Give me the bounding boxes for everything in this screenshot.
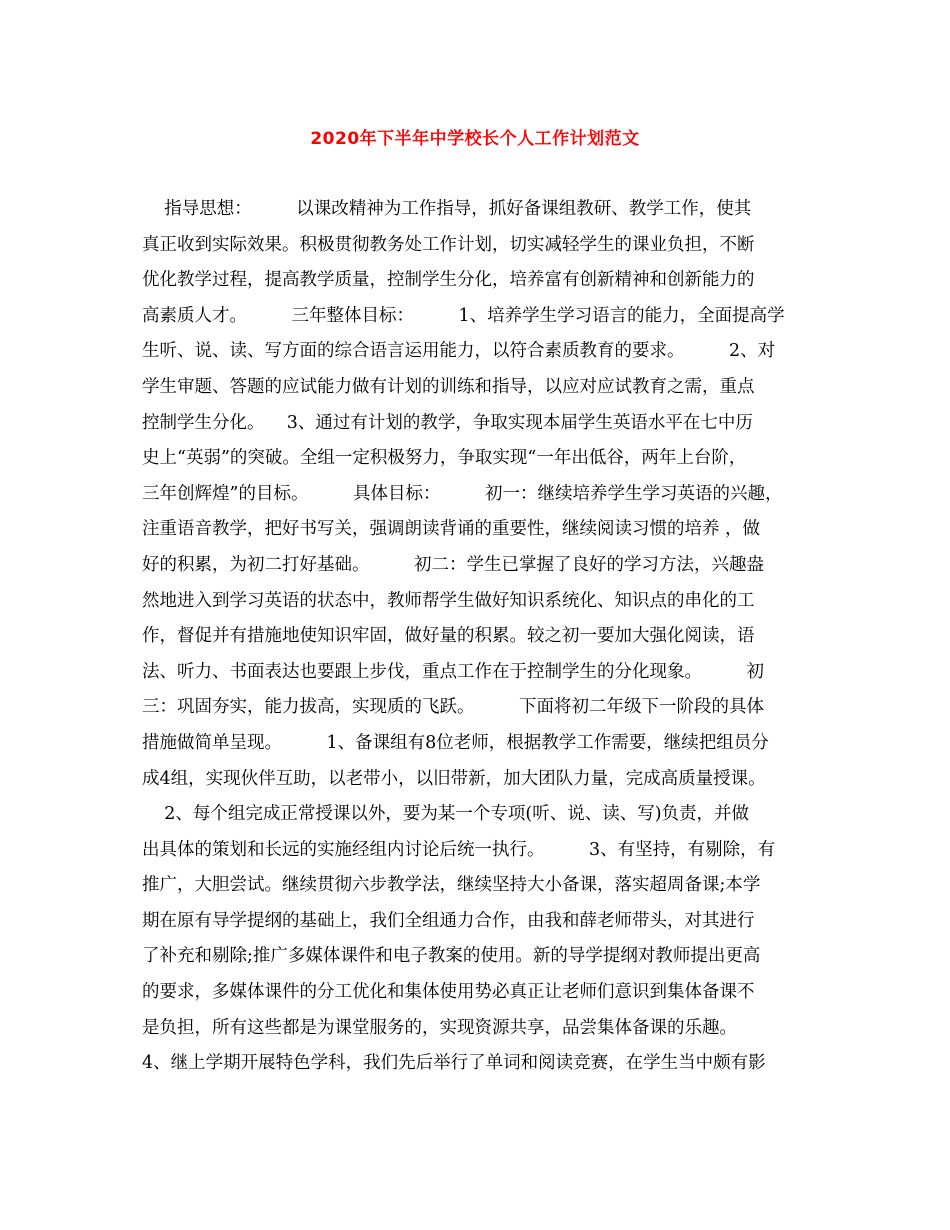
body-line: 推广，大胆尝试。继续贯彻六步教学法，继续坚持大小备课，落实超周备课;本学 xyxy=(142,875,761,896)
body-line: 成4组，实现伙伴互助，以老带小，以旧带新，加大团队力量，完成高质量授课。 xyxy=(142,768,766,789)
body-line: 高素质人才。 三年整体目标： 1、培养学生学习语言的能力，全面提高学 xyxy=(142,305,785,326)
body-line: 作，督促并有措施地使知识牢固，做好量的积累。较之初一要加大强化阅读，语 xyxy=(142,626,755,647)
body-line: 学生审题、答题的应试能力做有计划的训练和指导，以应对应试教育之需，重点 xyxy=(142,376,755,397)
body-line: 法、听力、书面表达也要跟上步伐，重点工作在于控制学生的分化现象。 初 xyxy=(142,661,764,682)
body-line: 是负担，所有这些都是为课堂服务的，实现资源共享，品尝集体备课的乐趣。 xyxy=(142,1017,737,1038)
body-line: 注重语音教学，把好书写关，强调朗读背诵的重要性，继续阅读习惯的培养 ，做 xyxy=(142,519,761,540)
body-line: 史上“英弱”的突破。全组一定积极努力，争取实现“一年出低谷，两年上台阶， xyxy=(142,448,747,469)
body-line: 4、继上学期开展特色学科，我们先后举行了单词和阅读竞赛，在学生当中颇有影 xyxy=(142,1053,766,1074)
body-line: 三年创辉煌”的目标。 具体目标： 初一：继续培养学生学习英语的兴趣， xyxy=(142,483,783,504)
body-line: 真正收到实际效果。积极贯彻教务处工作计划，切实减轻学生的课业负担，不断 xyxy=(142,234,755,255)
body-line: 生听、说、读、写方面的综合语言运用能力，以符合素质教育的要求。 2、对 xyxy=(142,341,776,362)
body-line: 三：巩固夯实，能力拔高，实现质的飞跃。 下面将初二年级下一阶段的具体 xyxy=(142,697,764,718)
body-line: 了补充和剔除;推广多媒体课件和电子教案的使用。新的导学提纲对教师提出更高 xyxy=(142,946,761,967)
body-line: 2、每个组完成正常授课以外，要为某一个专项(听、说、读、写)负责，并做 xyxy=(142,804,750,825)
body-line: 优化教学过程，提高教学质量，控制学生分化，培养富有创新精神和创新能力的 xyxy=(142,270,755,291)
body-line: 然地进入到学习英语的状态中，教师帮学生做好知识系统化、知识点的串化的工 xyxy=(142,590,755,611)
body-line: 指导思想： 以课改精神为工作指导，抓好备课组教研、教学工作，使其 xyxy=(142,199,752,219)
document-title: 2020年下半年中学校长个人工作计划范文 xyxy=(310,129,640,149)
body-line: 的要求，多媒体课件的分工优化和集体使用势必真正让老师们意识到集体备课不 xyxy=(142,982,755,1003)
body-line: 出具体的策划和长远的实施经组内讨论后统一执行。 3、有坚持，有剔除，有 xyxy=(142,839,776,860)
body-line: 好的积累，为初二打好基础。 初二：学生已掌握了良好的学习方法，兴趣盎 xyxy=(142,554,764,575)
document-body xyxy=(142,192,808,1082)
body-line: 控制学生分化。 3、通过有计划的教学，争取实现本届学生英语水平在七中历 xyxy=(142,412,753,433)
body-line: 期在原有导学提纲的基础上，我们全组通力合作，由我和薛老师带头，对其进行 xyxy=(142,910,755,931)
body-line: 措施做简单呈现。 1、备课组有8位老师，根据教学工作需要，继续把组员分 xyxy=(142,732,769,753)
